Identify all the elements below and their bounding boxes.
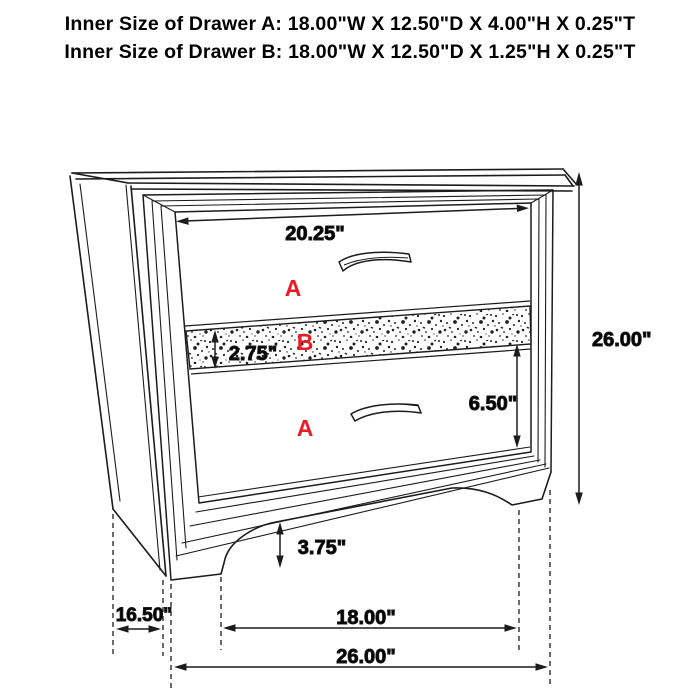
side-panel: [70, 176, 166, 576]
dimension-annotations: [116, 172, 652, 671]
dim-feet-span: [223, 607, 517, 632]
dim-strip-height-label: 2.75": [228, 343, 278, 365]
dim-overall-width-label: 26.00": [336, 646, 396, 668]
bottom-drawer-handle: [351, 404, 421, 421]
dim-side-depth: [116, 605, 173, 633]
dim-bottom-drawer-height: [469, 344, 521, 448]
dim-overall-height: [575, 172, 651, 505]
front-frame: [143, 190, 553, 580]
dim-foot-clearance: [276, 522, 346, 568]
drawer-b-size-text: Inner Size of Drawer B: 18.00"W X 12.50"D X 1.25"H X 0.25"T: [64, 41, 636, 63]
top-panel: [72, 169, 577, 191]
label-drawer-a-top: A: [284, 275, 302, 301]
dim-bottom-drawer-height-label: 6.50": [468, 393, 518, 415]
label-drawer-a-bottom: A: [296, 415, 314, 441]
label-drawer-b: B: [296, 329, 314, 355]
base-apron-and-feet: [171, 472, 551, 580]
dim-top-opening-width-label: 20.25": [285, 223, 345, 245]
dim-overall-height-label: 26.00": [592, 329, 652, 351]
drawer-a-size-text: Inner Size of Drawer A: 18.00"W X 12.50"D X 4.00"H X 0.25"T: [64, 13, 636, 35]
dim-foot-clearance-label: 3.75": [297, 537, 347, 559]
dim-side-depth-label: 16.50": [115, 605, 173, 626]
dim-feet-span-label: 18.00": [336, 607, 396, 629]
top-drawer-handle: [339, 252, 411, 271]
bottom-drawer-gap-line: [198, 447, 530, 497]
dim-overall-width: [174, 646, 548, 671]
